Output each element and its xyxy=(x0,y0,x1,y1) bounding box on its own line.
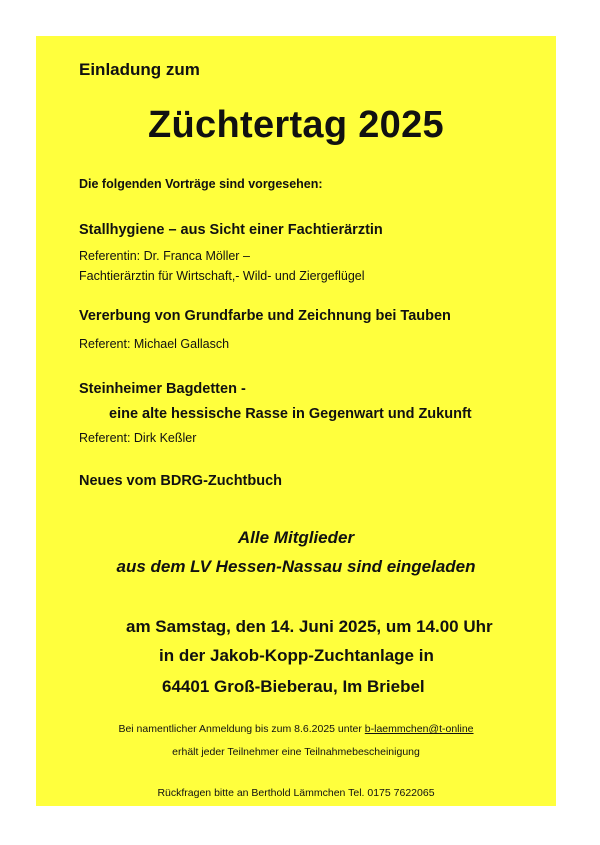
talk-4-title: Neues vom BDRG-Zuchtbuch xyxy=(79,473,283,489)
intro-text: Einladung zum xyxy=(79,60,200,79)
talks-intro: Die folgenden Vorträge sind vorgesehen: xyxy=(79,177,323,191)
contact-note: Rückfragen bitte an Berthold Lämmchen Tel. 0175 7622065 xyxy=(157,787,435,799)
registration-text: Bei namentlicher Anmeldung bis zum 8.6.2025 unter xyxy=(118,723,365,735)
event-address: 64401 Groß-Bieberau, Im Briebel xyxy=(162,677,425,696)
page-title: Züchtertag 2025 xyxy=(148,104,444,146)
talk-1-speaker: Referentin: Dr. Franca Möller – xyxy=(79,249,250,263)
invitation-flyer xyxy=(36,36,556,806)
talk-1-speaker-role: Fachtierärztin für Wirtschaft,- Wild- und Ziergeflügel xyxy=(79,269,365,283)
talk-1-title: Stallhygiene – aus Sicht einer Fachtierärztin xyxy=(79,222,383,238)
invitation-line-1: Alle Mitglieder xyxy=(237,528,355,547)
registration-email-link[interactable]: b-laemmchen@t-online xyxy=(364,723,474,735)
event-date: am Samstag, den 14. Juni 2025, um 14.00 Uhr xyxy=(126,617,493,636)
talk-2-speaker: Referent: Michael Gallasch xyxy=(79,337,230,351)
talk-3-speaker: Referent: Dirk Keßler xyxy=(79,431,197,445)
talk-3-title: Steinheimer Bagdetten - xyxy=(79,381,246,397)
invitation-line-2: aus dem LV Hessen-Nassau sind eingeladen xyxy=(116,557,476,576)
registration-note xyxy=(36,723,556,735)
talk-3-subtitle: eine alte hessische Rasse in Gegenwart und Zukunft xyxy=(109,406,472,422)
event-venue: in der Jakob-Kopp-Zuchtanlage in xyxy=(159,646,434,665)
certificate-note: erhält jeder Teilnehmer eine Teilnahmebescheinigung xyxy=(172,746,420,758)
talk-2-title: Vererbung von Grundfarbe und Zeichnung bei Tauben xyxy=(79,308,451,324)
